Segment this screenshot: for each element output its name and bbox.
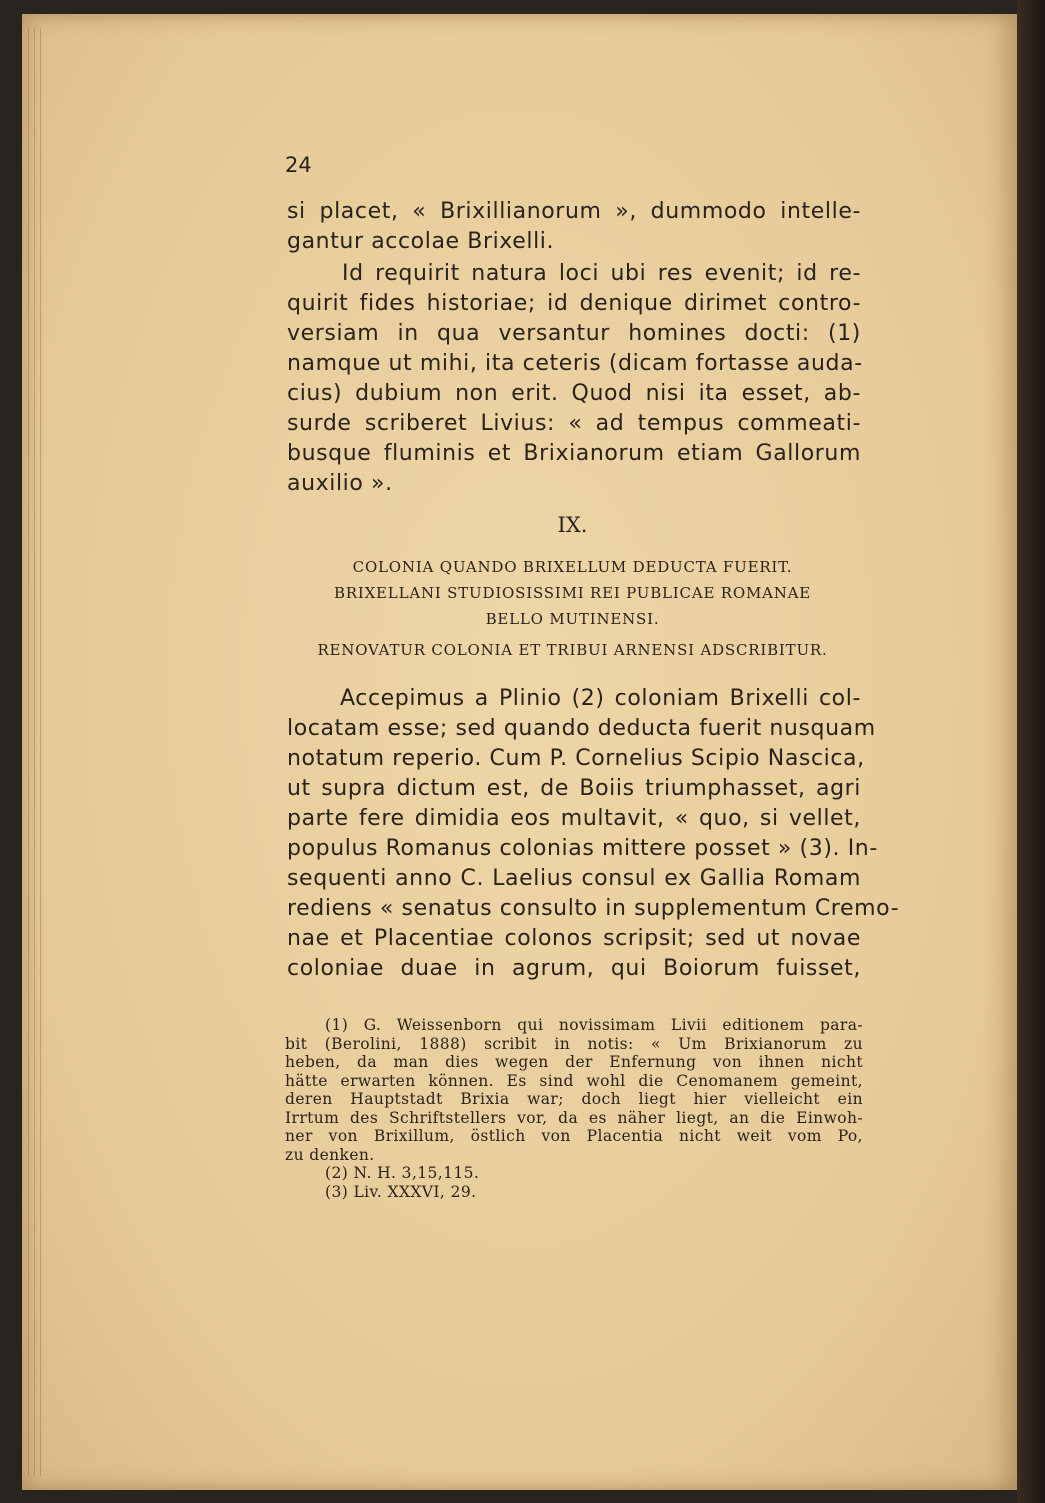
page-edge-line (28, 28, 29, 1476)
page-edge-line (40, 28, 41, 1476)
footnote-line: heben, da man dies wegen der Enfernung von ihnen nicht (285, 1053, 863, 1071)
text-line: notatum reperio. Cum P. Cornelius Scipio Nascica, (287, 746, 865, 771)
paragraph-2 (287, 259, 861, 499)
footnote-line: Irrtum des Schriftstellers vor, da es näher liegt, an die Einwoh- (285, 1108, 863, 1127)
footnote-line: hätte erwarten können. Es sind wohl die Cenomanem gemeint, (285, 1071, 863, 1090)
footnote-line: (2) N. H. 3,15,115. (325, 1164, 480, 1182)
footnote-line: bit (Berolini, 1888) scribit in notis: « Um Brixianorum zu (285, 1034, 863, 1053)
footnote-line: ner von Brixillum, östlich von Placentia nicht weit vom Po, (285, 1127, 863, 1145)
text-line: busque fluminis et Brixianorum etiam Gallorum (287, 441, 861, 466)
text-line: gantur accolae Brixelli. (287, 229, 555, 254)
text-line: rediens « senatus consulto in supplementum Cremo- (287, 896, 900, 921)
text-line: si placet, « Brixillianorum », dummodo intelle- (287, 199, 861, 224)
text-line: ut supra dictum est, de Boiis triumphasset, agri (287, 776, 861, 801)
text-line: nae et Placentiae colonos scripsit; sed ut novae (287, 926, 861, 951)
text-line: coloniae duae in agrum, qui Boiorum fuisset, (287, 956, 861, 981)
footnotes (285, 1016, 863, 1201)
text-line: Accepimus a Plinio (2) coloniam Brixelli col- (340, 686, 861, 711)
text-line: quirit fides historiae; id denique dirimet contro- (287, 291, 861, 316)
section-subtitle: RENOVATUR COLONIA ET TRIBUI ARNENSI ADSCRIBITUR. (317, 641, 828, 659)
text-line: cius) dubium non erit. Quod nisi ita esset, ab- (287, 381, 861, 406)
book-binding-edge (1017, 0, 1045, 1503)
section-subtitle: BELLO MUTINENSI. (485, 610, 660, 628)
text-line: Id requirit natura loci ubi res evenit; id re- (342, 261, 861, 286)
text-line: versiam in qua versantur homines docti: (1) (287, 321, 861, 346)
footnote-line: deren Hauptstadt Brixia war; doch liegt hier vielleicht ein (285, 1090, 863, 1108)
section-subtitle: BRIXELLANI STUDIOSISSIMI REI PUBLICAE ROMANAE (333, 584, 812, 602)
text-line: sequenti anno C. Laelius consul ex Gallia Romam (287, 866, 861, 891)
footnote-line: zu denken. (285, 1145, 375, 1164)
page-number: 24 (285, 153, 312, 177)
text-line: auxilio ». (287, 471, 393, 496)
footnote-line: (3) Liv. XXXVI, 29. (325, 1182, 477, 1201)
section-subtitle: COLONIA QUANDO BRIXELLUM DEDUCTA FUERIT. (352, 558, 793, 576)
text-line: namque ut mihi, ita ceteris (dicam fortasse auda- (287, 351, 863, 376)
text-line: parte fere dimidia eos multavit, « quo, si vellet, (287, 806, 861, 831)
text-line: populus Romanus colonias mittere posset » (3). In- (287, 836, 878, 861)
page-edge-line (34, 28, 35, 1476)
paragraph-1 (287, 197, 861, 257)
section-number: IX. (557, 513, 588, 537)
text-line: surde scriberet Livius: « ad tempus commeati- (287, 411, 861, 436)
footnote-line: (1) G. Weissenborn qui novissimam Livii editionem para- (325, 1016, 863, 1034)
text-line: locatam esse; sed quando deducta fuerit nusquam (287, 716, 876, 741)
paragraph-3 (287, 684, 900, 984)
